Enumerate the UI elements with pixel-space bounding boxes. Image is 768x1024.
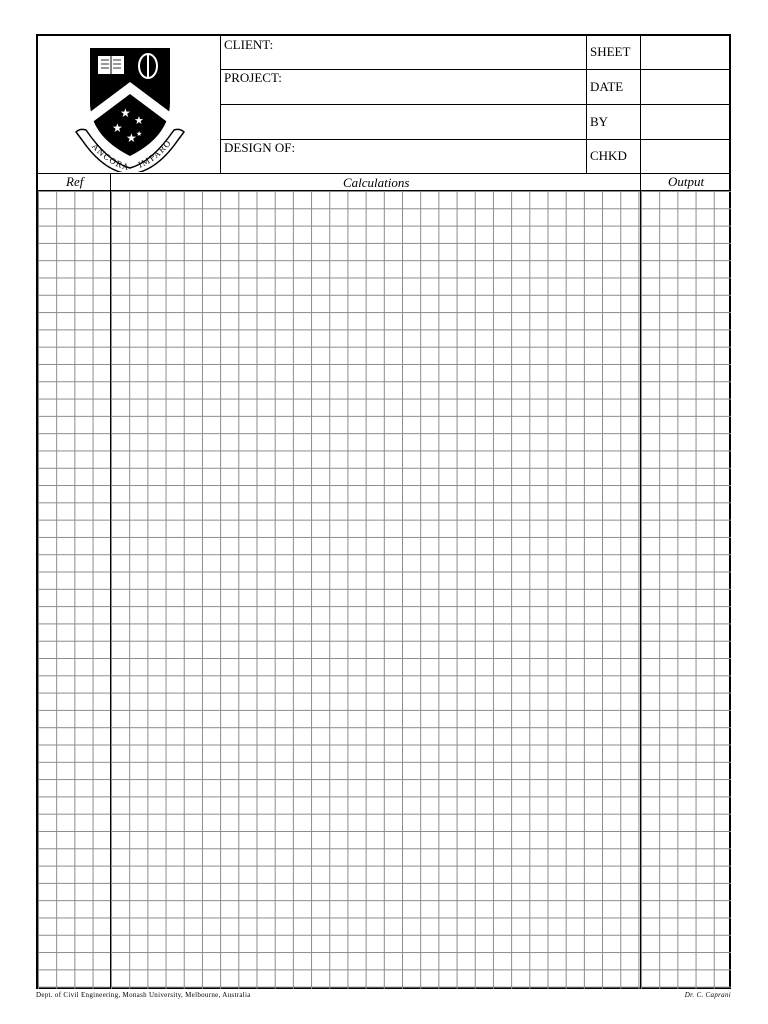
calculation-sheet <box>36 34 731 989</box>
output-grid[interactable] <box>641 191 731 989</box>
calculations-grid[interactable] <box>111 191 640 989</box>
footer-department: Dept. of Civil Engineering, Monash University, Melbourne, Australia <box>36 991 251 999</box>
by-label: BY <box>590 114 609 129</box>
crest-shield-icon <box>68 44 193 172</box>
output-column-header: Output <box>668 174 705 189</box>
design-of-field[interactable] <box>222 156 584 172</box>
svg-text:ANCORA · IMPARO: ANCORA · IMPARO <box>90 138 174 172</box>
sheet-field[interactable] <box>642 38 730 68</box>
client-field[interactable] <box>222 52 584 68</box>
project-label: PROJECT: <box>224 70 282 85</box>
footer-author: Dr. C. Caprani <box>684 991 731 999</box>
svg-text:★: ★ <box>126 131 137 145</box>
university-crest <box>68 44 193 172</box>
output-divider <box>640 173 641 989</box>
svg-text:★: ★ <box>120 106 131 120</box>
ref-column-header: Ref <box>66 174 84 189</box>
svg-text:★: ★ <box>136 130 143 138</box>
svg-text:★: ★ <box>134 114 144 127</box>
calculations-column-header: Calculations <box>343 175 410 190</box>
project-field-line2[interactable] <box>222 106 584 138</box>
chkd-field[interactable] <box>642 142 730 172</box>
date-label: DATE <box>590 79 624 94</box>
sheet-label: SHEET <box>590 44 631 59</box>
design-of-label: DESIGN OF: <box>224 140 296 155</box>
ref-grid[interactable] <box>38 191 110 989</box>
project-field[interactable] <box>222 86 584 102</box>
by-field[interactable] <box>642 107 730 137</box>
chkd-label: CHKD <box>590 148 627 163</box>
client-label: CLIENT: <box>224 37 274 52</box>
svg-text:★: ★ <box>112 121 123 135</box>
ref-divider <box>110 173 111 989</box>
date-field[interactable] <box>642 72 730 102</box>
